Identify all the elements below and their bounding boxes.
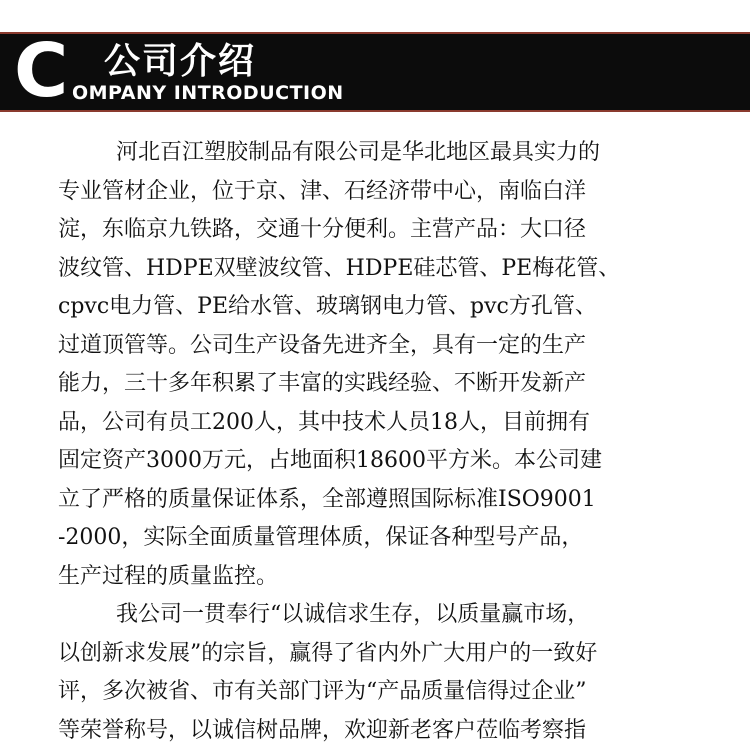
body-line: 评，多次被省、市有关部门评为“产品质量信得过企业” bbox=[58, 679, 587, 704]
body-line: 我公司一贯奉行“以诚信求生存，以质量赢市场， bbox=[116, 602, 590, 627]
intro-body-text bbox=[58, 134, 698, 750]
body-line: cpvc电力管、PE给水管、玻璃钢电力管、pvc方孔管、 bbox=[58, 294, 597, 319]
body-line: 淀，东临京九铁路，交通十分便利。主营产品：大口径 bbox=[58, 217, 587, 242]
body-line: 河北百江塑胶制品有限公司是华北地区最具实力的 bbox=[116, 140, 601, 165]
company-intro-banner bbox=[0, 0, 750, 118]
banner-big-letter: C bbox=[14, 28, 67, 114]
body-line: 品，公司有员工200人，其中技术人员18人，目前拥有 bbox=[58, 409, 590, 435]
body-line: 波纹管、HDPE双壁波纹管、HDPE硅芯管、PE梅花管、 bbox=[58, 255, 621, 281]
body-line: -2000，实际全面质量管理体质，保证各种型号产品， bbox=[58, 525, 584, 550]
banner-title-english: OMPANY INTRODUCTION bbox=[72, 82, 344, 104]
body-line: 专业管材企业，位于京、津、石经济带中心，南临白洋 bbox=[58, 178, 587, 204]
body-line: 以创新求发展”的宗旨，赢得了省内外广大用户的一致好 bbox=[58, 640, 598, 666]
body-line: 固定资产3000万元，占地面积18600平方米。本公司建 bbox=[58, 448, 602, 473]
body-line: 立了严格的质量保证体系，全部遵照国际标准ISO9001 bbox=[58, 486, 596, 512]
body-line: 能力，三十多年积累了丰富的实践经验、不断开发新产 bbox=[58, 371, 587, 396]
body-line: 等荣誉称号，以诚信树品牌，欢迎新老客户莅临考察指 bbox=[58, 717, 587, 743]
body-line: 过道顶管等。公司生产设备先进齐全，具有一定的生产 bbox=[58, 332, 587, 358]
banner-title-chinese: 公司介绍 bbox=[104, 41, 257, 82]
body-line: 生产过程的质量监控。 bbox=[58, 563, 279, 589]
